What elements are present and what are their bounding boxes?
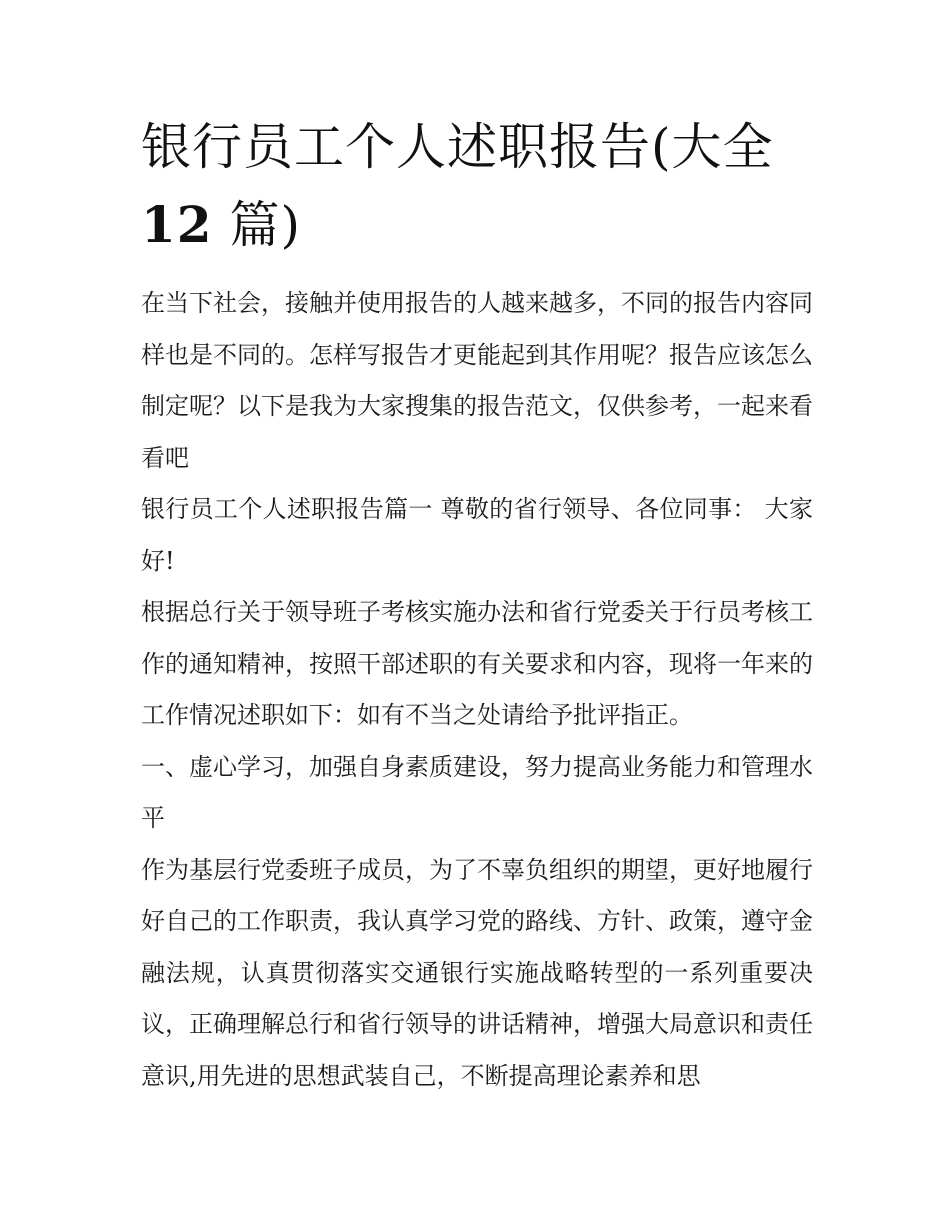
title-line-1: 银行员工个人述职报告(大全 <box>141 118 774 176</box>
title-number: 12 <box>141 195 213 254</box>
document-body <box>141 278 813 1102</box>
body-paragraph: 作为基层行党委班子成员，为了不辜负组织的期望，更好地履行好自己的工作职责，我认真学习党的路线、方针、政策，遵守金融法规，认真贯彻落实交通银行实施战略转型的一系列重要决议，正确理解总行和省行领导的讲话精神，增强大局意识和责任意识,用先进的思想武装自己，不断提高理论素养和思 <box>141 855 813 1090</box>
section-heading: 一、虚心学习，加强自身素质建设，努力提高业务能力和管理水平 <box>141 752 813 832</box>
intro-paragraph: 在当下社会，接触并使用报告的人越来越多，不同的报告内容同样也是不同的。怎样写报告才更能起到其作用呢？报告应该怎么制定呢？以下是我为大家搜集的报告范文，仅供参考，一起来看看吧 <box>141 289 813 472</box>
document-page <box>141 108 813 1102</box>
opening-paragraph: 根据总行关于领导班子考核实施办法和省行党委关于行员考核工作的通知精神，按照干部述职的有关要求和内容，现将一年来的工作情况述职如下：如有不当之处请给予批评指正。 <box>141 598 813 729</box>
title-line-2: 篇) <box>229 196 302 254</box>
document-title <box>141 108 813 264</box>
greeting-paragraph: 银行员工个人述职报告篇一 尊敬的省行领导、各位同事： 大家好! <box>141 495 813 575</box>
